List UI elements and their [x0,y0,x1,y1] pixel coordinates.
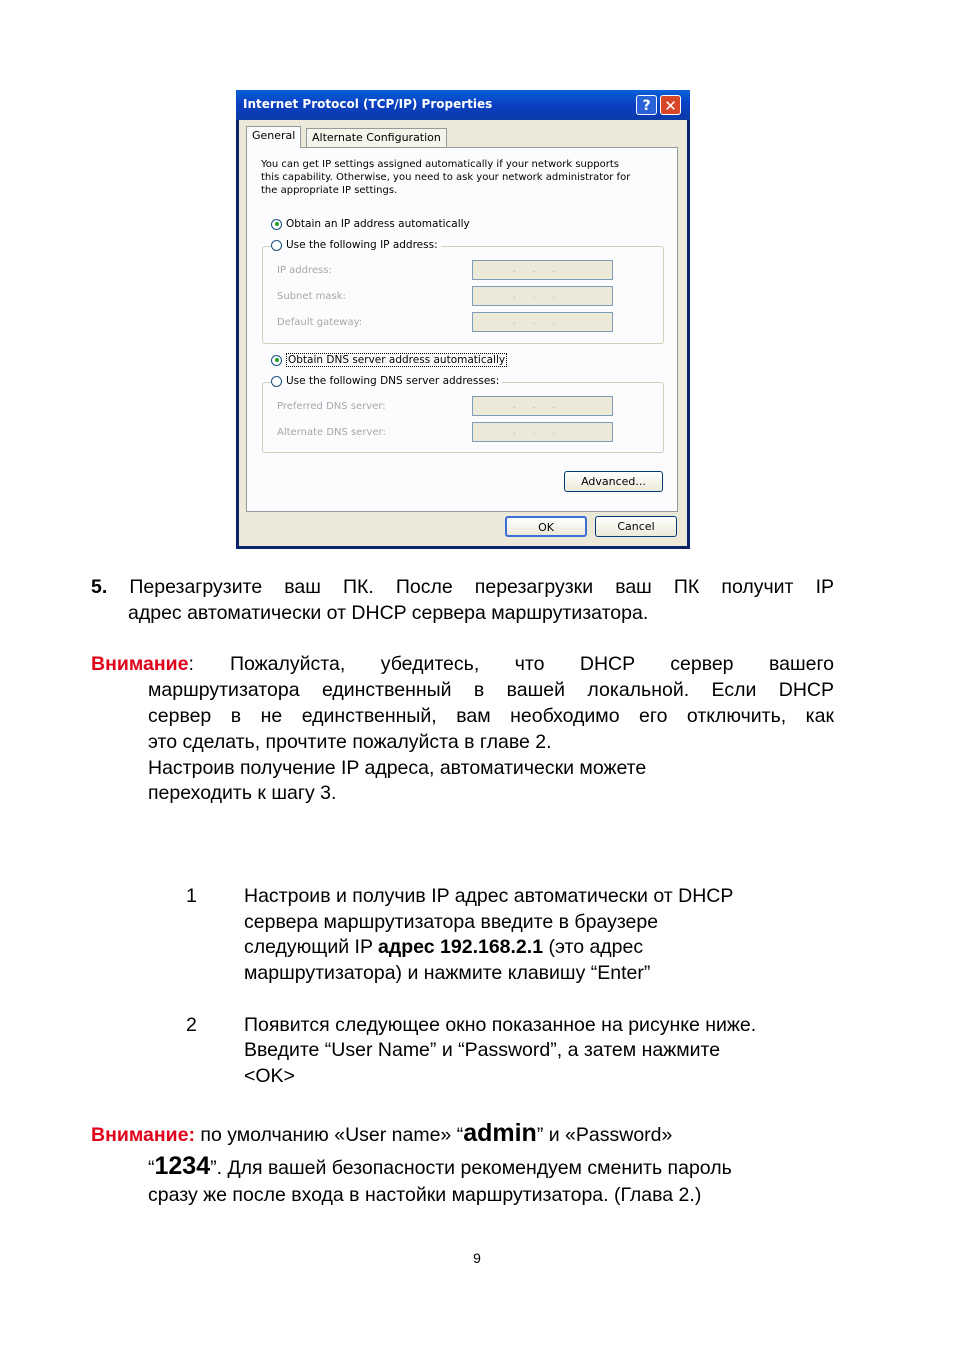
warning2-line1 [91,1116,672,1152]
advanced-button[interactable]: Advanced... [564,471,663,492]
warning1-label-wrap [91,651,194,677]
warning1-line2: маршрутизатора единственный в вашей локальной. Если DHCP [148,679,834,701]
default-password: 1234 [154,1152,211,1180]
dns-group [262,382,664,453]
step1-line2: сервера маршрутизатора введите в браузере [244,911,659,933]
default-gateway-field[interactable]: ... [472,312,613,332]
step5-number: 5. [91,576,108,598]
radio-selected-icon [271,355,282,366]
step1-line1: Настроив и получив IP адрес автоматически от DHCP [244,885,734,907]
radio-obtain-ip-auto[interactable] [271,218,470,230]
general-panel [246,147,678,512]
help-button[interactable]: ? [636,95,657,115]
subnet-mask-label: Subnet mask: [277,291,346,302]
ok-button[interactable]: OK [505,516,587,537]
dialog-client-area [239,120,687,546]
warning1-text-1: Пожалуйста, убедитесь, что DHCP сервер вашего [230,653,834,675]
alternate-dns-label: Alternate DNS server: [277,427,386,438]
step1-line3-c: (это адрес [543,936,644,958]
radio-obtain-dns-auto[interactable] [271,353,507,367]
step1-line3 [244,934,643,960]
warning2-open-quote: “ [148,1157,155,1179]
radio-use-dns-label: Use the following DNS server addresses: [286,375,500,387]
radio-use-ip[interactable] [271,239,441,251]
radio-obtain-ip-auto-label: Obtain an IP address automatically [286,218,470,230]
tab-general[interactable]: General [246,126,301,148]
dialog-titlebar [236,90,690,120]
page-number: 9 [473,1250,481,1266]
preferred-dns-field[interactable]: ... [472,396,613,416]
step2-number: 2 [186,1014,197,1036]
step2-line2: Введите “User Name” и “Password”, а затем нажмите [244,1039,721,1061]
radio-unselected-icon [271,376,282,387]
step1-number: 1 [186,885,197,907]
dialog-title: Internet Protocol (TCP/IP) Properties [243,97,493,111]
radio-use-dns[interactable] [271,375,502,387]
ip-address-label: IP address: [277,265,332,276]
warning1-line1 [91,651,834,677]
radio-unselected-icon [271,240,282,251]
cancel-button[interactable]: Cancel [595,516,677,537]
warning1-line4: это сделать, прочтите пожалуйста в главе 2. [148,731,552,753]
subnet-mask-field[interactable]: ... [472,286,613,306]
intro-text: You can get IP settings assigned automatically if your network supports this capability. Otherwise, you need to ask your network administrator for the appropriate IP settings. [261,159,631,196]
radio-use-ip-label: Use the following IP address: [286,239,438,251]
step5-line2: адрес автоматически от DHCP сервера маршрутизатора. [128,602,649,624]
step2-line3: <OK> [244,1065,295,1087]
warning2-label: Внимание: [91,1124,195,1146]
warning1-line5: Настроив получение IP адреса, автоматически можете [148,757,647,779]
ip-address-field[interactable]: ... [472,260,613,280]
step2-line1: Появится следующее окно показанное на рисунке ниже. [244,1014,757,1036]
radio-selected-icon [271,219,282,230]
step1-line4: маршрутизатора) и нажмите клавишу “Enter” [244,962,651,984]
default-gateway-label: Default gateway: [277,317,363,328]
tcpip-properties-dialog [236,90,690,549]
router-ip-address: адрес 192.168.2.1 [378,936,544,958]
close-button[interactable]: ✕ [660,95,681,115]
step5-text-1: Перезагрузите ваш ПК. После перезагрузки ваш ПК получит IP [129,576,834,598]
alternate-dns-field[interactable]: ... [472,422,613,442]
warning2-text-1a: по умолчанию «User name» “ [194,1124,464,1146]
warning2-line3: сразу же после входа в настойки маршрутизатора. (Глава 2.) [148,1184,702,1206]
tab-alternate-configuration[interactable]: Alternate Configuration [306,128,447,148]
warning1-label: Внимание [91,653,189,675]
radio-obtain-dns-auto-label: Obtain DNS server address automatically [288,354,506,366]
step5-line1 [91,574,834,600]
warning1-line6: переходить к шагу 3. [148,782,337,804]
warning1-line3: сервер в не единственный, вам необходимо его отключить, как [148,705,834,727]
warning1-colon: : [188,653,194,675]
warning2-text-2: ”. Для вашей безопасности рекомендуем сменить пароль [210,1157,732,1179]
step1-line3-a: следующий IP [244,936,379,958]
warning2-text-1b: ” и «Password» [536,1124,673,1146]
default-username: admin [463,1119,537,1147]
preferred-dns-label: Preferred DNS server: [277,401,386,412]
warning2-line2 [148,1149,732,1185]
